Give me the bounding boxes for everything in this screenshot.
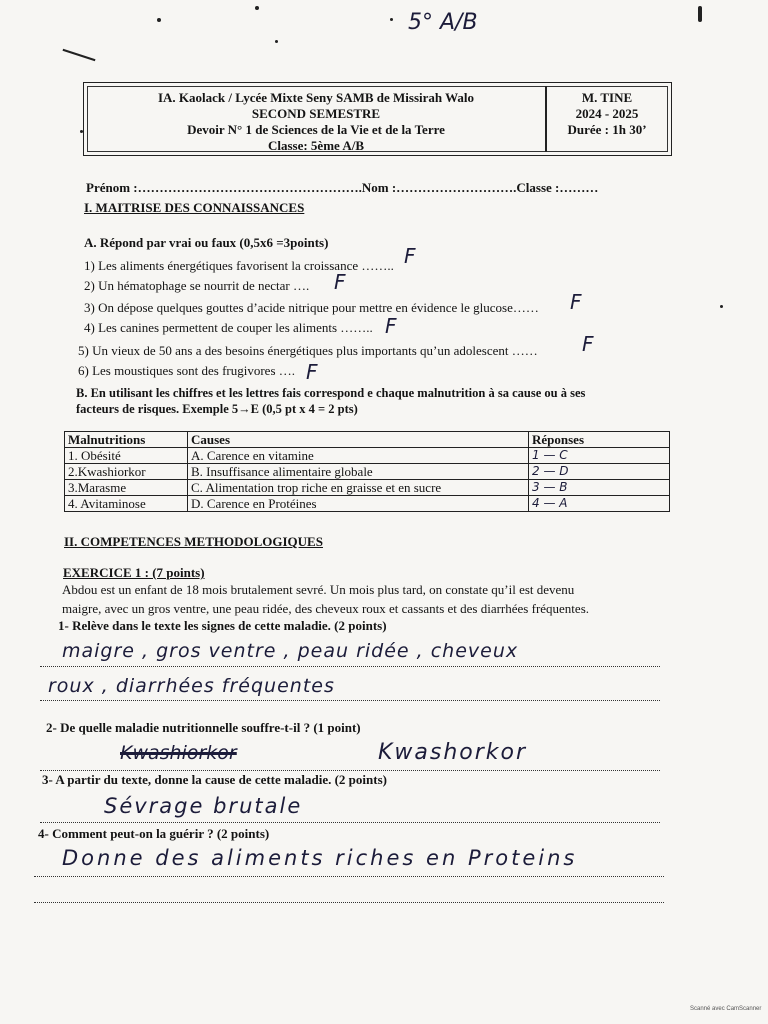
malnutrition-table — [64, 431, 670, 512]
question-3: 3) On dépose quelques gouttes d’acide nitrique pour mettre en évidence le glucose…… — [84, 300, 539, 315]
answer-line — [34, 902, 664, 903]
question-2-maladie: 2- De quelle maladie nutritionnelle souffre-t-il ? (1 point) — [46, 720, 361, 735]
response-cell: 3 — B — [529, 480, 670, 496]
semester: SECOND SEMESTRE — [251, 106, 381, 121]
answer-4: F — [385, 314, 397, 338]
class-label: Classe: 5ème A/B — [267, 138, 365, 153]
answer-1-line-1: maigre , gros ventre , peau ridée , cheveux — [62, 640, 519, 662]
question-1: 1) Les aliments énergétiques favorisent la croissance …….. — [84, 258, 394, 273]
school-year: 2024 - 2025 — [575, 106, 639, 121]
scan-speck — [720, 305, 723, 308]
exercise-1-title: EXERCICE 1 : (7 points) — [63, 565, 205, 580]
cause-cell: A. Carence en vitamine — [188, 448, 529, 464]
question-2: 2) Un hématophage se nourrit de nectar …. — [84, 278, 310, 293]
response-cell: 4 — A — [529, 496, 670, 512]
answer-3: Sévrage brutale — [104, 794, 303, 818]
question-1-relève: 1- Relève dans le texte les signes de cette maladie. (2 points) — [58, 618, 387, 633]
cause-cell: D. Carence en Protéines — [188, 496, 529, 512]
cause-cell: B. Insuffisance alimentaire globale — [188, 464, 529, 480]
school-name: IA. Kaolack / Lycée Mixte Seny SAMB de Missirah Walo — [157, 90, 475, 105]
scan-speck — [275, 40, 278, 43]
malnutrition-cell: 1. Obésité — [65, 448, 188, 464]
scan-speck — [698, 6, 702, 22]
scan-speck — [255, 6, 259, 10]
question-4-guerir: 4- Comment peut-on la guérir ? (2 points) — [38, 826, 270, 841]
answer-6: F — [306, 360, 318, 384]
answer-2: Kwashorkor — [378, 740, 528, 765]
header-reponses: Réponses — [529, 432, 670, 448]
table-row — [65, 496, 670, 512]
response-cell: 2 — D — [529, 464, 670, 480]
answer-2-crossed-out: Kwashiorkor — [120, 742, 237, 764]
header-malnutritions: Malnutritions — [65, 432, 188, 448]
answer-line — [40, 822, 660, 823]
question-3-cause: 3- A partir du texte, donne la cause de cette maladie. (2 points) — [42, 772, 387, 787]
answer-1: F — [404, 244, 416, 268]
answer-5: F — [582, 332, 594, 356]
exercise-text-line-2: maigre, avec un gros ventre, une peau ridée, des cheveux roux et cassants et des diarrhées fréquentes. — [62, 601, 590, 616]
class-note: 5° A/B — [408, 10, 478, 35]
question-5: 5) Un vieux de 50 ans a des besoins énergétiques plus importants qu’un adolescent …… — [78, 343, 538, 358]
answer-3: F — [570, 290, 582, 314]
teacher-name: M. TINE — [581, 90, 633, 105]
malnutrition-cell: 2.Kwashiorkor — [65, 464, 188, 480]
answer-1-line-2: roux , diarrhées fréquentes — [48, 675, 335, 697]
cause-cell: C. Alimentation trop riche en graisse et en sucre — [188, 480, 529, 496]
answer-2: F — [334, 270, 346, 294]
part-a-title: A. Répond par vrai ou faux (0,5x6 =3points) — [84, 235, 329, 250]
section-1-title: I. MAITRISE DES CONNAISSANCES — [84, 200, 305, 215]
scan-speck — [157, 18, 161, 22]
answer-line — [34, 876, 664, 877]
answer-line — [40, 770, 660, 771]
response-cell: 1 — C — [529, 448, 670, 464]
question-4: 4) Les canines permettent de couper les aliments …….. — [84, 320, 373, 335]
header-causes: Causes — [188, 432, 529, 448]
malnutrition-cell: 3.Marasme — [65, 480, 188, 496]
answer-line — [40, 700, 660, 701]
exam-title: Devoir N° 1 de Sciences de la Vie et de la Terre — [187, 122, 445, 137]
part-b-instruction-line-1: B. En utilisant les chiffres et les lettres fais correspond e chaque malnutrition à sa cause ou à ses — [76, 386, 586, 400]
pen-stroke — [63, 49, 96, 61]
table-row — [65, 448, 670, 464]
scan-speck — [390, 18, 393, 21]
answer-4: Donne des aliments riches en Proteins — [62, 846, 578, 870]
malnutrition-cell: 4. Avitaminose — [65, 496, 188, 512]
exercise-text-line-1: Abdou est un enfant de 18 mois brutalement sevré. Un mois plus tard, on constate qu’il est devenu — [62, 582, 575, 597]
section-2-title: II. COMPETENCES METHODOLOGIQUES — [64, 534, 323, 549]
table-row — [65, 480, 670, 496]
identity-line: Prénom :…………………………………………….Nom :……………………….Classe :……… — [86, 180, 599, 195]
scanner-watermark: Scanné avec CamScanner — [690, 1006, 762, 1012]
answer-line — [40, 666, 660, 667]
table-header-row — [65, 432, 670, 448]
duration: Durée : 1h 30’ — [567, 122, 647, 137]
table-row — [65, 464, 670, 480]
question-6: 6) Les moustiques sont des frugivores …. — [78, 363, 296, 378]
part-b-instruction-line-2: facteurs de risques. Exemple 5→E (0,5 pt x 4 = 2 pts) — [76, 402, 358, 416]
